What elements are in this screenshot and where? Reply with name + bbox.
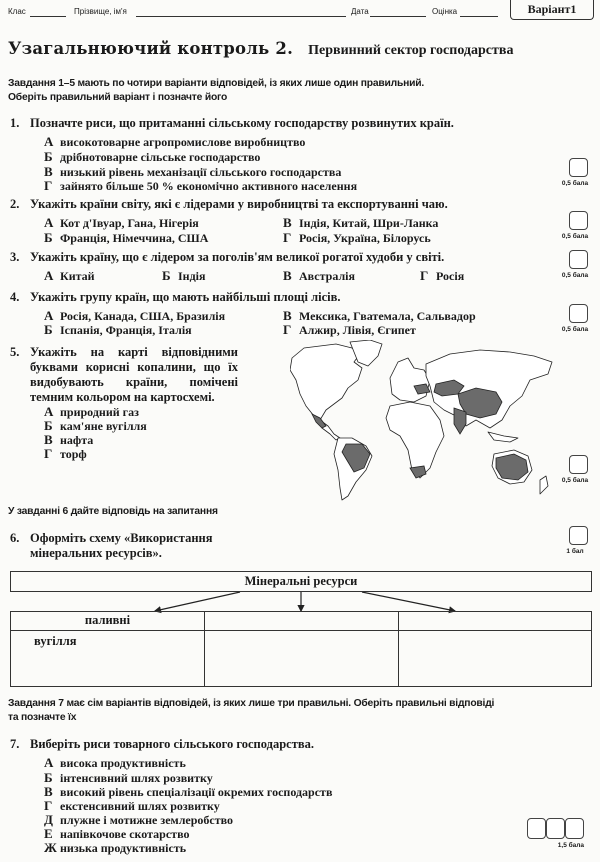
- option-text: нафта: [60, 433, 94, 447]
- option-letter: В: [44, 784, 53, 799]
- option-text: Алжир, Лівія, Єгипет: [299, 323, 416, 337]
- grade-field[interactable]: [460, 16, 498, 17]
- score-label: 1,5 бала: [557, 842, 584, 849]
- option-text: дрібнотоварне сільське господарство: [60, 150, 261, 164]
- map-europe: [390, 358, 430, 402]
- map-highlight-south-africa: [410, 466, 426, 478]
- instruction-line: Оберіть правильний варіант і позначте його: [8, 92, 228, 103]
- score-box-5: [561, 455, 591, 484]
- scheme-table: [10, 611, 592, 687]
- question-number: 4.: [10, 290, 20, 304]
- option-text: низька продуктивність: [60, 841, 187, 855]
- option-text: зайнято більше 50 % економічно активного населення: [60, 179, 358, 193]
- option-letter: В: [283, 308, 292, 323]
- arrow-left: [155, 592, 240, 611]
- score-label: 1 бал: [566, 548, 584, 555]
- option-text: Мексика, Гватемала, Сальвадор: [299, 309, 476, 323]
- answer-box-3[interactable]: [565, 818, 584, 839]
- instructions-tasks-1-5: [8, 77, 424, 105]
- option-letter: Ж: [44, 840, 57, 855]
- answer-box[interactable]: [569, 211, 588, 230]
- option-text: Китай: [60, 269, 95, 283]
- option-text: висока продуктивність: [60, 756, 186, 770]
- title-sub: Первинний сектор господарства: [308, 43, 514, 58]
- option-letter: В: [283, 215, 292, 230]
- option-2a[interactable]: [44, 215, 199, 231]
- scheme-col-2-body[interactable]: [205, 631, 399, 686]
- scheme-col-3-body[interactable]: [399, 631, 591, 686]
- question-text: Укажіть країну, що є лідером за поголів'ям великої рогатої худоби у світі.: [30, 250, 445, 264]
- question-number: 2.: [10, 197, 20, 211]
- question-number: 1.: [10, 116, 20, 130]
- map-indonesia: [488, 432, 518, 442]
- option-text: Кот д'Івуар, Гана, Нігерія: [60, 216, 199, 230]
- option-text: Франція, Німеччина, США: [60, 231, 209, 245]
- option-letter: Б: [44, 770, 53, 785]
- option-1d[interactable]: [44, 178, 357, 194]
- world-map: [290, 340, 560, 502]
- option-letter: В: [283, 268, 292, 283]
- option-letter: Г: [283, 322, 292, 337]
- option-letter: Б: [44, 149, 53, 164]
- option-letter: Е: [44, 826, 53, 841]
- answer-box[interactable]: [569, 526, 588, 545]
- option-letter: А: [44, 404, 54, 419]
- option-letter: В: [44, 164, 53, 179]
- variant-badge: Варіант1: [510, 0, 594, 20]
- scheme-root: Мінеральні ресурси: [10, 571, 592, 592]
- date-label: Дата: [351, 7, 369, 16]
- option-text: Індія: [178, 269, 206, 283]
- option-letter: Д: [44, 812, 53, 827]
- option-letter: Г: [283, 230, 292, 245]
- question-number: 6.: [10, 531, 20, 545]
- option-3b[interactable]: [162, 268, 205, 284]
- option-text: природний газ: [60, 405, 139, 419]
- option-text: торф: [60, 447, 87, 461]
- answer-box[interactable]: [569, 304, 588, 323]
- answer-box[interactable]: [569, 455, 588, 474]
- option-text: Росія, Канада, США, Бразилія: [60, 309, 226, 323]
- score-box-1: [561, 158, 591, 187]
- option-4d[interactable]: [283, 322, 416, 338]
- option-3c[interactable]: [283, 268, 355, 284]
- option-text: інтенсивний шлях розвитку: [60, 771, 213, 785]
- option-1a[interactable]: [44, 134, 305, 150]
- instructions-task-7: [8, 697, 494, 725]
- option-text: напівкочове скотарство: [60, 827, 190, 841]
- option-letter: Г: [420, 268, 429, 283]
- option-letter: Г: [44, 798, 53, 813]
- answer-box[interactable]: [569, 250, 588, 269]
- instruction-line: Завдання 1–5 мають по чотири варіанти відповідей, із яких лише один правильний.: [8, 78, 425, 89]
- option-letter: А: [44, 215, 54, 230]
- score-label: 0,5 бала: [561, 326, 589, 333]
- score-box-7: [527, 818, 584, 849]
- option-7g[interactable]: [44, 840, 186, 856]
- page-title: [8, 39, 513, 59]
- option-text: Австралія: [299, 269, 355, 283]
- option-text: низький рівень механізації сільського господарства: [60, 165, 342, 179]
- scheme-col-3-head[interactable]: [399, 612, 591, 631]
- question-7: [10, 737, 314, 752]
- question-text: Позначте риси, що притаманні сільському господарству розвинутих країн.: [30, 116, 454, 130]
- option-text: Росія, Україна, Білорусь: [299, 231, 431, 245]
- instruction-line: та позначте їх: [8, 712, 77, 723]
- option-letter: А: [44, 308, 54, 323]
- option-2b[interactable]: [44, 230, 208, 246]
- date-field[interactable]: [370, 16, 426, 17]
- question-number: 7.: [10, 737, 20, 751]
- class-label: Клас: [8, 7, 26, 16]
- score-box-3: [561, 250, 591, 279]
- grade-label: Оцінка: [432, 7, 458, 16]
- option-text: Іспанія, Франція, Італія: [60, 323, 192, 337]
- option-letter: Б: [44, 230, 53, 245]
- instructions-task-6: У завданні 6 дайте відповідь на запитання: [8, 506, 218, 517]
- question-3: [10, 250, 444, 265]
- name-label: Прізвище, ім'я: [74, 7, 127, 16]
- score-box-4: [561, 304, 591, 333]
- scheme-col-1-head: паливні: [11, 612, 205, 631]
- option-7a[interactable]: [44, 755, 186, 771]
- option-text: екстенсивний шлях розвитку: [60, 799, 220, 813]
- option-4b[interactable]: [44, 322, 192, 338]
- option-letter: А: [44, 755, 54, 770]
- option-text: Росія: [436, 269, 465, 283]
- question-5-text: Укажіть на карті відповідними буквами корисні копалини, що їх видобувають країни, помічені темним кольором на картосхемі.: [30, 345, 238, 404]
- option-letter: В: [44, 432, 53, 447]
- map-new-zealand: [540, 476, 548, 494]
- option-2d[interactable]: [283, 230, 431, 246]
- option-text: Індія, Китай, Шри-Ланка: [299, 216, 439, 230]
- name-field[interactable]: [136, 16, 346, 17]
- option-2c[interactable]: [283, 215, 438, 231]
- question-5-number: 5.: [10, 345, 20, 359]
- answer-box-1[interactable]: [527, 818, 546, 839]
- question-text: Виберіть риси товарного сільського господарства.: [30, 737, 314, 751]
- score-label: 0,5 бала: [561, 477, 589, 484]
- question-number: 3.: [10, 250, 20, 264]
- map-africa: [386, 402, 444, 478]
- option-text: плужне і мотижне землеробство: [60, 813, 234, 827]
- class-field[interactable]: [30, 16, 66, 17]
- title-main: Узагальнюючий контроль 2.: [8, 39, 294, 58]
- option-text: кам'яне вугілля: [60, 419, 147, 433]
- option-3d[interactable]: [420, 268, 464, 284]
- score-label: 0,5 бала: [561, 272, 589, 279]
- arrow-right: [362, 592, 455, 611]
- question-2: [10, 197, 448, 212]
- option-letter: Б: [44, 322, 53, 337]
- score-label: 0,5 бала: [561, 180, 589, 187]
- student-info-header: [8, 7, 508, 21]
- map-highlight-india: [454, 408, 466, 434]
- scheme-col-1-body[interactable]: вугілля: [11, 631, 205, 686]
- option-letter: Б: [44, 418, 53, 433]
- score-label: 0,5 бала: [561, 233, 589, 240]
- option-text: високотоварне агропромислове виробництво: [60, 135, 306, 149]
- score-box-6: [565, 526, 591, 555]
- map-north-america: [290, 344, 362, 420]
- option-5d[interactable]: [44, 446, 87, 462]
- option-letter: А: [44, 268, 54, 283]
- instruction-line: Завдання 7 має сім варіантів відповідей, із яких лише три правильні. Оберіть правильні відповіді: [8, 698, 495, 709]
- option-letter: Г: [44, 178, 53, 193]
- answer-box-2[interactable]: [546, 818, 565, 839]
- option-letter: А: [44, 134, 54, 149]
- question-text: Оформіть схему «Використання: [30, 531, 213, 545]
- question-text: Укажіть групу країн, що мають найбільші площі лісів.: [30, 290, 341, 304]
- option-letter: Б: [162, 268, 171, 283]
- answer-box[interactable]: [569, 158, 588, 177]
- option-letter: Г: [44, 446, 53, 461]
- question-4: [10, 290, 340, 305]
- option-1b[interactable]: [44, 149, 260, 165]
- option-3a[interactable]: [44, 268, 95, 284]
- score-box-2: [561, 211, 591, 240]
- question-1: [10, 116, 454, 131]
- question-6: [10, 531, 213, 561]
- scheme-col-2-head[interactable]: [205, 612, 399, 631]
- option-text: високий рівень спеціалізації окремих господарств: [60, 785, 333, 799]
- question-text: Укажіть країни світу, які є лідерами у виробництві та експортуванні чаю.: [30, 197, 448, 211]
- question-text: мінеральних ресурсів».: [30, 546, 162, 560]
